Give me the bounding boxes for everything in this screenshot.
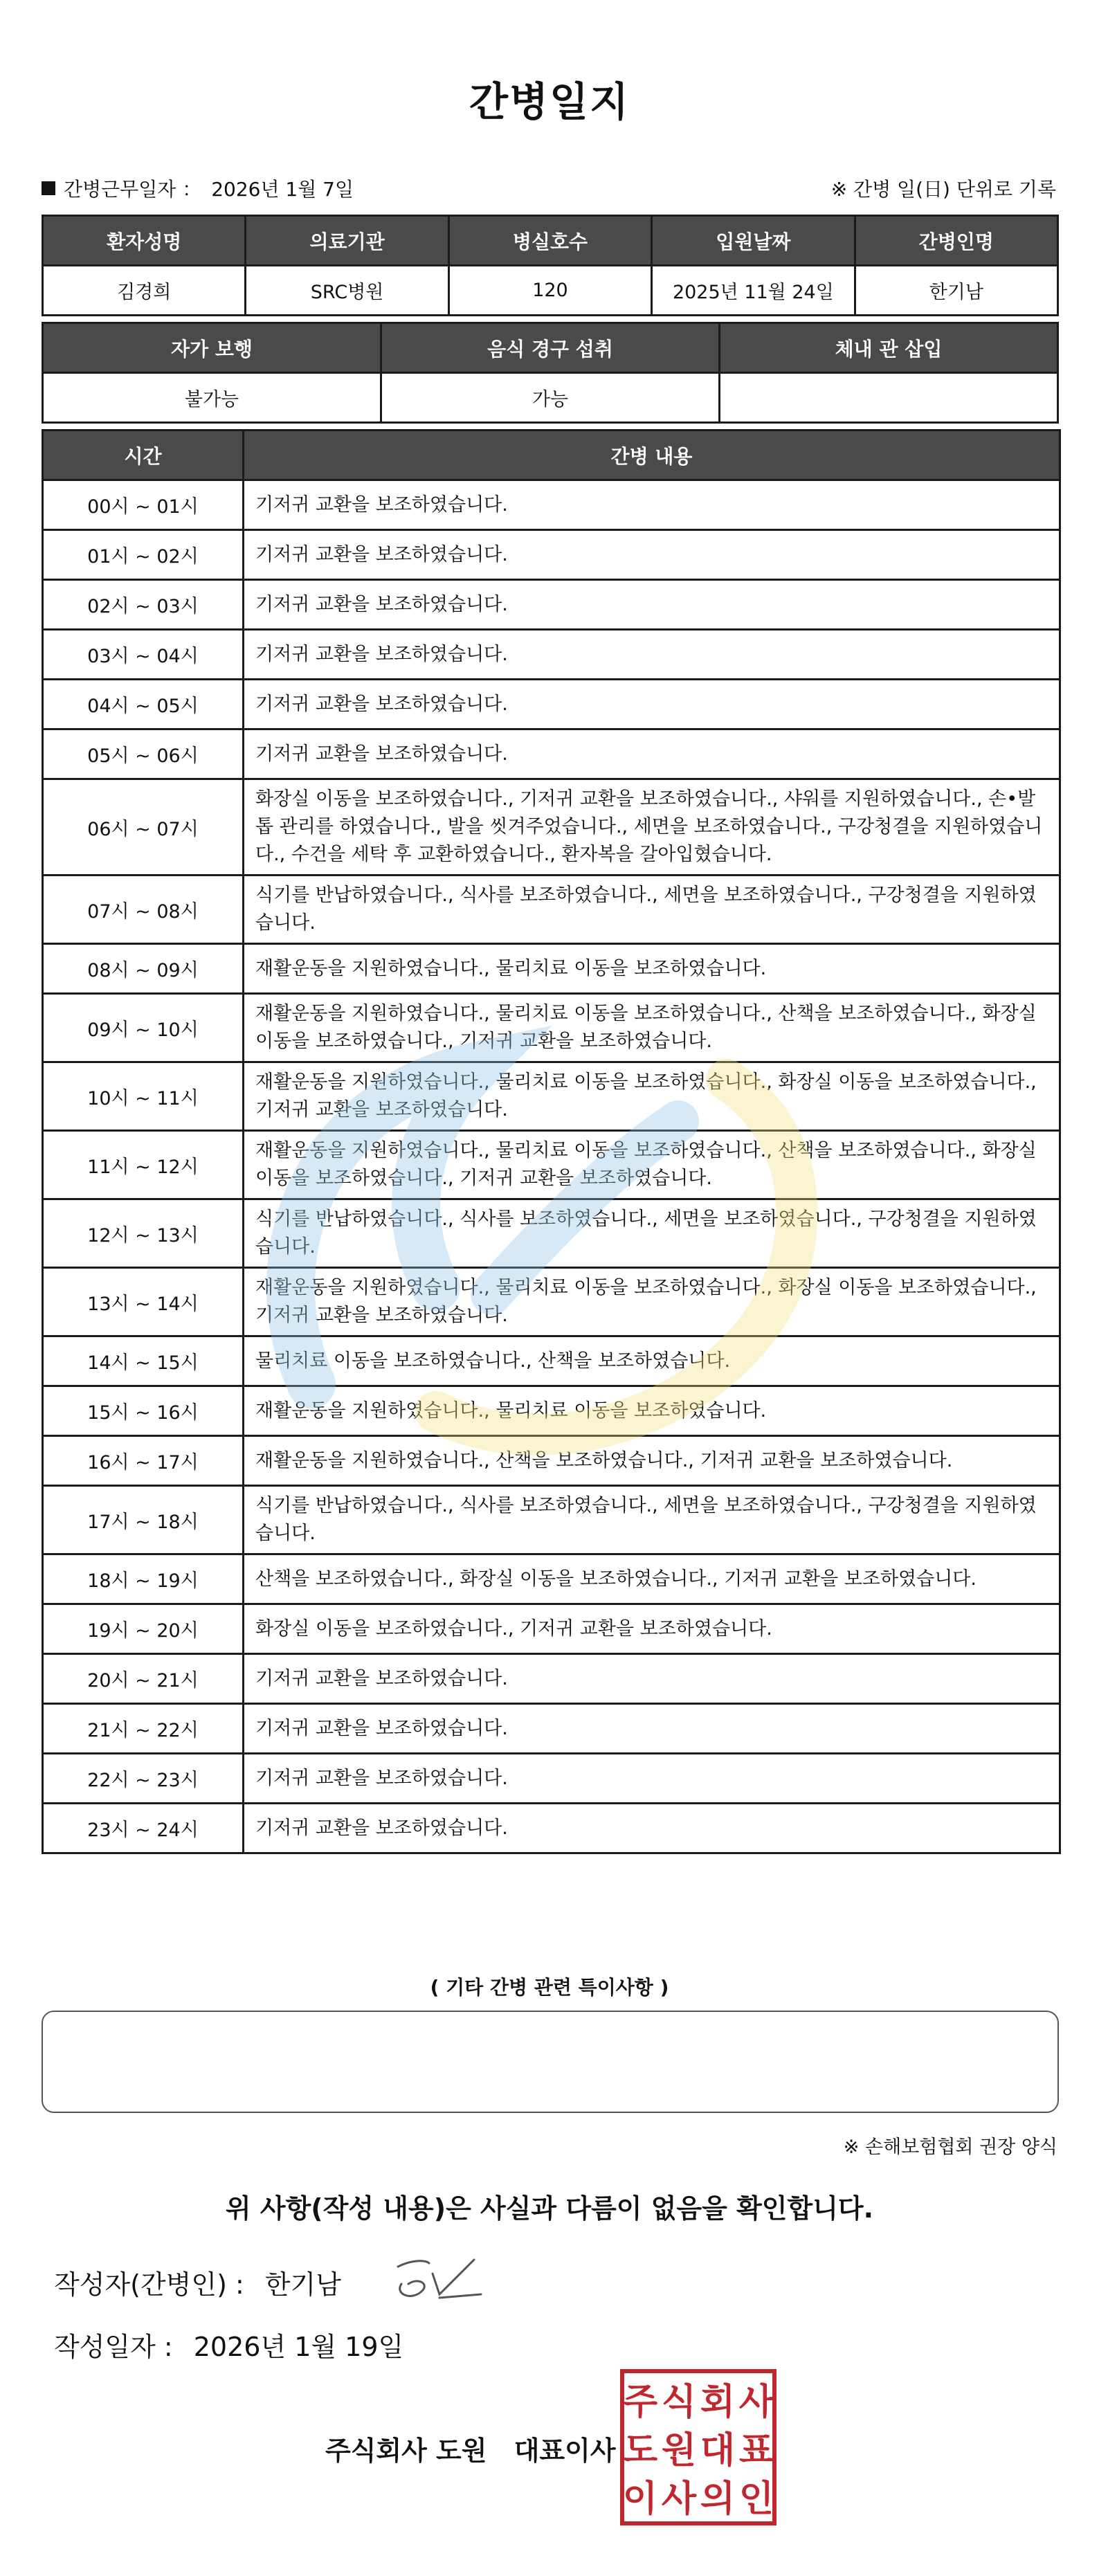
seal-character: 원: [661, 2430, 697, 2471]
header-time: 시간: [43, 430, 244, 480]
written-date-line: [54, 2325, 403, 2364]
care-log-row: [43, 1336, 1060, 1386]
care-log-row: [43, 480, 1060, 530]
seal-character: 회: [700, 2382, 736, 2423]
header-care-content: 간병 내용: [244, 430, 1060, 480]
header-tube-insertion: 체내 관 삽입: [720, 323, 1058, 373]
care-log-time: 08시 ~ 09시: [43, 944, 244, 994]
company-name: 주식회사 도원: [325, 2436, 487, 2466]
form-source-note: ※ 손해보험협회 권장 양식: [843, 2137, 1057, 2158]
writer-line: [54, 2263, 341, 2301]
care-log-time: 14시 ~ 15시: [43, 1336, 244, 1386]
care-log-row: [43, 944, 1060, 994]
care-log-time: 15시 ~ 16시: [43, 1386, 244, 1436]
care-log-content: 기저귀 교환을 보조하였습니다.: [244, 1804, 1060, 1853]
seal-character: 표: [738, 2430, 774, 2471]
room-number: 120: [448, 266, 651, 316]
header-patient-name: 환자성명: [43, 216, 246, 266]
oral-intake-value: 가능: [381, 373, 720, 423]
seal-character: 주: [622, 2382, 658, 2423]
seal-character: 사: [661, 2478, 697, 2520]
written-date-label: 작성일자 :: [54, 2332, 173, 2362]
special-notes-box: [42, 2011, 1059, 2113]
header-self-walking: 자가 보행: [43, 323, 381, 373]
care-log-time: 02시 ~ 03시: [43, 580, 244, 630]
care-log-row: [43, 1654, 1060, 1704]
seal-character: 식: [661, 2382, 697, 2423]
care-log-table: [42, 429, 1061, 1854]
care-log-row: [43, 580, 1060, 630]
care-log-row: [43, 630, 1060, 680]
care-log-time: 23시 ~ 24시: [43, 1804, 244, 1853]
handwritten-signature: [391, 2246, 488, 2308]
care-log-time: 05시 ~ 06시: [43, 729, 244, 779]
care-log-row: [43, 779, 1060, 876]
care-log-row: [43, 1268, 1060, 1336]
special-notes-label: ( 기타 간병 관련 특이사항 ): [430, 1976, 669, 1999]
care-log-row: [43, 876, 1060, 944]
care-log-content: 기저귀 교환을 보조하였습니다.: [244, 480, 1060, 530]
care-log-content: 재활운동을 지원하였습니다., 물리치료 이동을 보조하였습니다., 산책을 보조하였습니다., 화장실 이동을 보조하였습니다., 기저귀 교환을 보조하였습니다.: [244, 1131, 1060, 1199]
work-date-value: 2026년 1월 7일: [211, 178, 354, 201]
seal-character: 의: [700, 2478, 736, 2520]
care-log-content: 재활운동을 지원하였습니다., 물리치료 이동을 보조하였습니다., 산책을 보조하였습니다., 화장실 이동을 보조하였습니다., 기저귀 교환을 보조하였습니다.: [244, 994, 1060, 1062]
company-seal-stamp: [619, 2368, 777, 2526]
care-log-content: 식기를 반납하였습니다., 식사를 보조하였습니다., 세면을 보조하였습니다., 구강청결을 지원하였습니다.: [244, 1486, 1060, 1554]
header-room-number: 병실호수: [448, 216, 651, 266]
care-log-time: 19시 ~ 20시: [43, 1604, 244, 1654]
header-hospital: 의료기관: [246, 216, 448, 266]
work-date-label: 간병근무일자 ：: [64, 178, 202, 201]
self-walking-value: 불가능: [43, 373, 381, 423]
header-caregiver-name: 간병인명: [855, 216, 1057, 266]
seal-character: 이: [622, 2478, 658, 2520]
company-title: 대표이사: [514, 2436, 616, 2466]
care-log-content: 식기를 반납하였습니다., 식사를 보조하였습니다., 세면을 보조하였습니다., 구강청결을 지원하였습니다.: [244, 876, 1060, 944]
tube-insertion-value: [720, 373, 1058, 423]
care-log-content: 물리치료 이동을 보조하였습니다., 산책을 보조하였습니다.: [244, 1336, 1060, 1386]
hospital-name: SRC병원: [246, 266, 448, 316]
care-log-time: 16시 ~ 17시: [43, 1436, 244, 1486]
care-log-time: 20시 ~ 21시: [43, 1654, 244, 1704]
care-log-content: 화장실 이동을 보조하였습니다., 기저귀 교환을 보조하였습니다.: [244, 1604, 1060, 1654]
company-line: [325, 2429, 616, 2467]
header-oral-intake: 음식 경구 섭취: [381, 323, 720, 373]
care-log-time: 22시 ~ 23시: [43, 1754, 244, 1804]
seal-character: 인: [738, 2478, 774, 2520]
care-log-time: 03시 ~ 04시: [43, 630, 244, 680]
care-log-time: 06시 ~ 07시: [43, 779, 244, 876]
care-log-time: 01시 ~ 02시: [43, 530, 244, 580]
document-title: 간병일지: [469, 78, 630, 125]
care-log-row: [43, 1062, 1060, 1131]
care-log-row: [43, 1386, 1060, 1436]
care-log-content: 재활운동을 지원하였습니다., 물리치료 이동을 보조하였습니다., 화장실 이동을 보조하였습니다., 기저귀 교환을 보조하였습니다.: [244, 1062, 1060, 1131]
care-log-time: 11시 ~ 12시: [43, 1131, 244, 1199]
written-date-value: 2026년 1월 19일: [193, 2332, 404, 2362]
care-log-time: 13시 ~ 14시: [43, 1268, 244, 1336]
care-log-row: [43, 530, 1060, 580]
unit-note: ※ 간병 일(日) 단위로 기록: [830, 178, 1056, 201]
seal-character: 사: [738, 2382, 774, 2423]
care-log-content: 기저귀 교환을 보조하였습니다.: [244, 630, 1060, 680]
care-log-time: 18시 ~ 19시: [43, 1554, 244, 1604]
care-log-content: 재활운동을 지원하였습니다., 물리치료 이동을 보조하였습니다.: [244, 944, 1060, 994]
care-log-content: 재활운동을 지원하였습니다., 물리치료 이동을 보조하였습니다., 화장실 이동을 보조하였습니다., 기저귀 교환을 보조하였습니다.: [244, 1268, 1060, 1336]
care-log-content: 재활운동을 지원하였습니다., 물리치료 이동을 보조하였습니다.: [244, 1386, 1060, 1436]
care-log-row: [43, 1604, 1060, 1654]
work-date-group: [42, 174, 354, 202]
header-admission-date: 입원날짜: [652, 216, 855, 266]
care-log-content: 기저귀 교환을 보조하였습니다.: [244, 1754, 1060, 1804]
care-log-time: 00시 ~ 01시: [43, 480, 244, 530]
meta-row: [42, 173, 1056, 203]
care-log-content: 기저귀 교환을 보조하였습니다.: [244, 729, 1060, 779]
care-log-content: 기저귀 교환을 보조하였습니다.: [244, 530, 1060, 580]
care-log-content: 기저귀 교환을 보조하였습니다.: [244, 580, 1060, 630]
care-log-body: [43, 480, 1060, 1853]
care-log-time: 07시 ~ 08시: [43, 876, 244, 944]
confirmation-statement: 위 사항(작성 내용)은 사실과 다름이 없음을 확인합니다.: [225, 2193, 874, 2224]
square-bullet-icon: [42, 181, 55, 195]
care-log-row: [43, 680, 1060, 729]
care-log-content: 식기를 반납하였습니다., 식사를 보조하였습니다., 세면을 보조하였습니다., 구강청결을 지원하였습니다.: [244, 1199, 1060, 1268]
care-log-row: [43, 1436, 1060, 1486]
seal-character: 대: [700, 2430, 736, 2471]
care-log-content: 기저귀 교환을 보조하였습니다.: [244, 680, 1060, 729]
care-log-time: 17시 ~ 18시: [43, 1486, 244, 1554]
care-log-row: [43, 994, 1060, 1062]
care-log-content: 기저귀 교환을 보조하였습니다.: [244, 1704, 1060, 1754]
writer-name: 한기남: [264, 2269, 341, 2300]
care-log-time: 09시 ~ 10시: [43, 994, 244, 1062]
care-log-time: 12시 ~ 13시: [43, 1199, 244, 1268]
patient-name: 김경희: [43, 266, 246, 316]
care-log-time: 04시 ~ 05시: [43, 680, 244, 729]
care-log-time: 21시 ~ 22시: [43, 1704, 244, 1754]
care-log-row: [43, 1486, 1060, 1554]
patient-info-table: [42, 215, 1059, 316]
caregiver-name: 한기남: [855, 266, 1057, 316]
care-log-content: 재활운동을 지원하였습니다., 산책을 보조하였습니다., 기저귀 교환을 보조하였습니다.: [244, 1436, 1060, 1486]
care-log-row: [43, 1704, 1060, 1754]
writer-label: 작성자(간병인) :: [54, 2269, 244, 2300]
care-log-content: 화장실 이동을 보조하였습니다., 기저귀 교환을 보조하였습니다., 샤워를 지원하였습니다., 손•발톱 관리를 하였습니다., 발을 씻겨주었습니다., 세면을 보조하였습니다., 구강청결을 지원하였습니다., 수건을 세탁 후 교환하였습니다., 환자복을 갈아입혔습니다.: [244, 779, 1060, 876]
care-log-row: [43, 1131, 1060, 1199]
care-log-content: 기저귀 교환을 보조하였습니다.: [244, 1654, 1060, 1704]
care-log-row: [43, 1754, 1060, 1804]
seal-character: 도: [622, 2430, 658, 2471]
care-log-content: 산책을 보조하였습니다., 화장실 이동을 보조하였습니다., 기저귀 교환을 보조하였습니다.: [244, 1554, 1060, 1604]
care-log-row: [43, 1804, 1060, 1853]
care-log-row: [43, 1199, 1060, 1268]
admission-date: 2025년 11월 24일: [652, 266, 855, 316]
care-log-row: [43, 729, 1060, 779]
care-log-time: 10시 ~ 11시: [43, 1062, 244, 1131]
care-log-row: [43, 1554, 1060, 1604]
patient-status-table: [42, 322, 1059, 424]
